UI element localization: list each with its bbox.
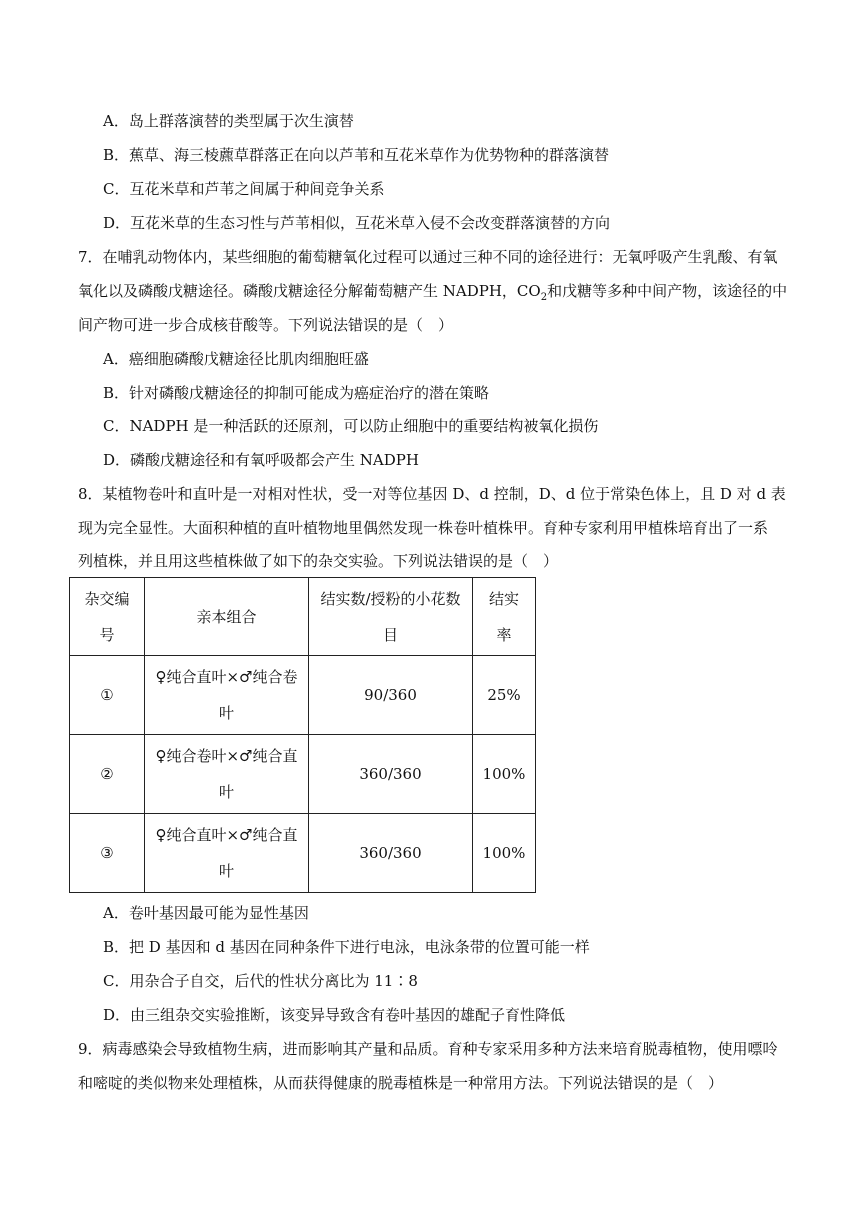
q6-option-b: B．蕉草、海三棱藨草群落正在向以芦苇和互花米草作为优势物种的群落演替: [103, 146, 610, 164]
q8-option-b: B．把 D 基因和 d 基因在同种条件下进行电泳，电泳条带的位置可能一样: [103, 938, 590, 956]
table-row: [70, 814, 536, 893]
table-row: [70, 656, 536, 735]
header-cross-number: 杂交编 号: [70, 578, 145, 656]
q7-stem-line3: 间产物可进一步合成核苷酸等。下列说法错误的是（ ）: [78, 316, 454, 334]
q8-option-d: D．由三组杂交实验推断，该变异导致含有卷叶基因的雄配子育性降低: [103, 1006, 566, 1024]
count-cell: 360/360: [309, 735, 473, 814]
cross-id-cell: ③: [70, 814, 145, 893]
parents-cell: ♀纯合直叶×♂纯合直 叶: [145, 814, 309, 893]
cross-id-cell: ①: [70, 656, 145, 735]
table-row: [70, 735, 536, 814]
q6-option-c: C．互花米草和芦苇之间属于种间竞争关系: [103, 180, 385, 198]
q7-option-a: A．癌细胞磷酸戊糖途径比肌肉细胞旺盛: [103, 350, 369, 368]
rate-cell: 25%: [473, 656, 536, 735]
q8-option-c: C．用杂合子自交，后代的性状分离比为 11∶8: [103, 972, 418, 990]
table-header-row: [70, 578, 536, 656]
q7-option-b: B．针对磷酸戊糖途径的抑制可能成为癌症治疗的潜在策略: [103, 384, 490, 402]
q7-stem-line1: 7．在哺乳动物体内，某些细胞的葡萄糖氧化过程可以通过三种不同的途径进行：无氧呼吸产生乳酸、有氧: [78, 248, 778, 266]
q6-option-a: A．岛上群落演替的类型属于次生演替: [103, 112, 354, 130]
q7-option-c: C．NADPH 是一种活跃的还原剂，可以防止细胞中的重要结构被氧化损伤: [103, 417, 599, 435]
cross-experiment-table: [69, 577, 536, 893]
rate-cell: 100%: [473, 814, 536, 893]
q8-stem-line3: 列植株，并且用这些植株做了如下的杂交实验。下列说法错误的是（ ）: [78, 552, 559, 570]
q9-stem-line2: 和嘧啶的类似物来处理植株，从而获得健康的脱毒植株是一种常用方法。下列说法错误的是（ ）: [78, 1074, 724, 1092]
parents-cell: ♀纯合卷叶×♂纯合直 叶: [145, 735, 309, 814]
q9-stem-line1: 9．病毒感染会导致植物生病，进而影响其产量和品质。育种专家采用多种方法来培育脱毒植物，使用嘌呤: [78, 1040, 778, 1058]
q6-option-d: D．互花米草的生态习性与芦苇相似，互花米草入侵不会改变群落演替的方向: [103, 214, 611, 232]
cross-id-cell: ②: [70, 735, 145, 814]
header-parents: 亲本组合: [145, 578, 309, 656]
q8-stem-line2: 现为完全显性。大面积种植的直叶植物地里偶然发现一株卷叶植株甲。育种专家利用甲植株培育出了一系: [78, 519, 769, 537]
q8-stem-line1: 8．某植物卷叶和直叶是一对相对性状，受一对等位基因 D、d 控制，D、d 位于常染色体上，且 D 对 d 表: [78, 485, 786, 503]
q7-stem-line2: 氧化以及磷酸戊糖途径。磷酸戊糖途径分解葡萄糖产生 NADPH，$CO_2$和戊糖等多种中间产物，该途径的中: [78, 282, 788, 303]
count-cell: 360/360: [309, 814, 473, 893]
count-cell: 90/360: [309, 656, 473, 735]
q8-option-a: A．卷叶基因最可能为显性基因: [103, 904, 309, 922]
parents-cell: ♀纯合直叶×♂纯合卷 叶: [145, 656, 309, 735]
header-seed-rate: 结实 率: [473, 578, 536, 656]
header-seed-count: 结实数/授粉的小花数 目: [309, 578, 473, 656]
q7-option-d: D．磷酸戊糖途径和有氧呼吸都会产生 NADPH: [103, 451, 419, 469]
rate-cell: 100%: [473, 735, 536, 814]
